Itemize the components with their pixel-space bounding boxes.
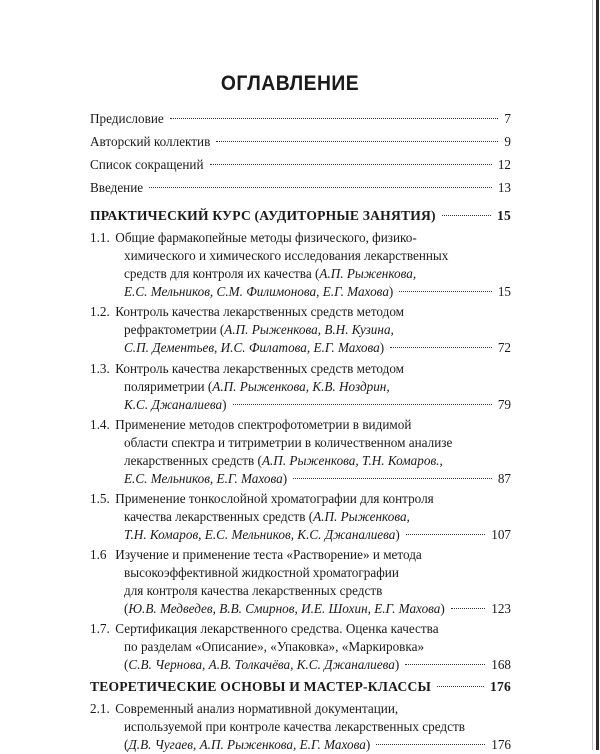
dot-leader <box>376 744 485 745</box>
entry-label: Предисловие <box>90 111 164 126</box>
page-number: 15 <box>497 208 511 223</box>
page-edge-shadow <box>592 0 593 750</box>
page-number: 9 <box>504 134 511 149</box>
toc-entry-1-1[interactable]: 1.1. Общие фармакопейные методы физического, физико- химического и химического исследования лекарственных средств для контроля их качества (А.П. Рыженкова, Е.С. Мельников, С.М. Филимонова, Е.Г. Махова) 15 <box>90 230 511 299</box>
entry-number: 1.2. <box>90 304 110 319</box>
toc-entry-1-6[interactable]: 1.6 Изучение и применение теста «Растворение» и метода высокоэффективной жидкостной хроматографии для контроля качества лекарственных средств (Ю.В. Медведев, В.В. Смирнов, И.Е. Шохин, Е.Г. Махова) 123 <box>90 547 511 616</box>
section-label: ПРАКТИЧЕСКИЙ КУРС (АУДИТОРНЫЕ ЗАНЯТИЯ) <box>90 208 436 223</box>
page-number: 12 <box>497 157 511 172</box>
dot-leader <box>442 215 491 216</box>
page-number: 168 <box>491 657 511 672</box>
entry-number: 1.4. <box>90 417 110 432</box>
dot-leader <box>210 164 492 165</box>
dot-leader <box>233 404 492 405</box>
page-number: 176 <box>491 737 511 752</box>
toc-entry-introduction[interactable] <box>90 179 511 197</box>
dot-leader <box>406 534 485 535</box>
page-number: 72 <box>497 340 511 355</box>
page-number: 79 <box>497 397 511 412</box>
toc-entry-1-3[interactable]: 1.3. Контроль качества лекарственных средств методом поляриметрии (А.П. Рыженкова, К.В. Ноздрин, К.С. Джаналиева) 79 <box>90 361 511 412</box>
toc-section-theory[interactable] <box>90 678 511 696</box>
page-number: 107 <box>491 527 511 542</box>
entry-number: 2.1. <box>90 701 110 716</box>
dot-leader <box>149 187 492 188</box>
toc-entry-1-4[interactable]: 1.4. Применение методов спектрофотометрии в видимой области спектра и титриметрии в количественном анализе лекарственных средств (А.П. Рыженкова, Т.Н. Комаров., Е.С. Мельников, Е.Г. Махова) 87 <box>90 417 511 486</box>
dot-leader <box>451 608 485 609</box>
entry-number: 1.1. <box>90 230 110 245</box>
entry-number: 1.5. <box>90 491 110 506</box>
toc-entry-2-1[interactable]: 2.1. Современный анализ нормативной документации, используемой при контроле качества лекарственных средств (Д.В. Чугаев, А.П. Рыженкова, Е.Г. Махова) 176 <box>90 701 511 752</box>
page-number: 7 <box>504 111 511 126</box>
page-number: 13 <box>497 180 511 195</box>
page-number: 123 <box>491 601 511 616</box>
entry-label: Список сокращений <box>90 157 204 172</box>
toc-entry-preface[interactable] <box>90 110 511 128</box>
dot-leader <box>216 141 498 142</box>
page-title: ОГЛАВЛЕНИЕ <box>220 72 360 95</box>
page-number: 87 <box>497 471 511 486</box>
entry-label: Введение <box>90 180 144 195</box>
entry-number: 1.6 <box>90 547 107 562</box>
toc-entry-1-7[interactable]: 1.7. Сертификация лекарственного средства. Оценка качества по разделам «Описание», «Упаковка», «Маркировка» (С.В. Чернова, А.В. Толкачёва, К.С. Джаналиева) 168 <box>90 621 511 672</box>
entry-label: Авторский коллектив <box>90 134 211 149</box>
dot-leader <box>437 686 484 687</box>
page-edge <box>596 0 599 750</box>
dot-leader <box>170 118 499 119</box>
entry-number: 1.3. <box>90 361 110 376</box>
page-number: 15 <box>497 284 511 299</box>
dot-leader <box>399 291 491 292</box>
toc-entry-1-2[interactable]: 1.2. Контроль качества лекарственных средств методом рефрактометрии (А.П. Рыженкова, В.Н. Кузина, С.П. Дементьев, И.С. Филатова, Е.Г. Махова) 72 <box>90 304 511 355</box>
dot-leader <box>390 347 492 348</box>
dot-leader <box>405 664 485 665</box>
dot-leader <box>293 478 492 479</box>
toc-section-practical[interactable] <box>90 207 511 225</box>
toc-entry-1-5[interactable]: 1.5. Применение тонкослойной хроматографии для контроля качества лекарственных средств (А.П. Рыженкова, Т.Н. Комаров, Е.С. Мельников, К.С. Джаналиева) 107 <box>90 491 511 542</box>
page-number: 176 <box>490 679 511 694</box>
toc-entry-authors[interactable] <box>90 133 511 151</box>
toc-entry-abbreviations[interactable] <box>90 156 511 174</box>
section-label: ТЕОРЕТИЧЕСКИЕ ОСНОВЫ И МАСТЕР-КЛАССЫ <box>90 679 432 694</box>
entry-number: 1.7. <box>90 621 110 636</box>
